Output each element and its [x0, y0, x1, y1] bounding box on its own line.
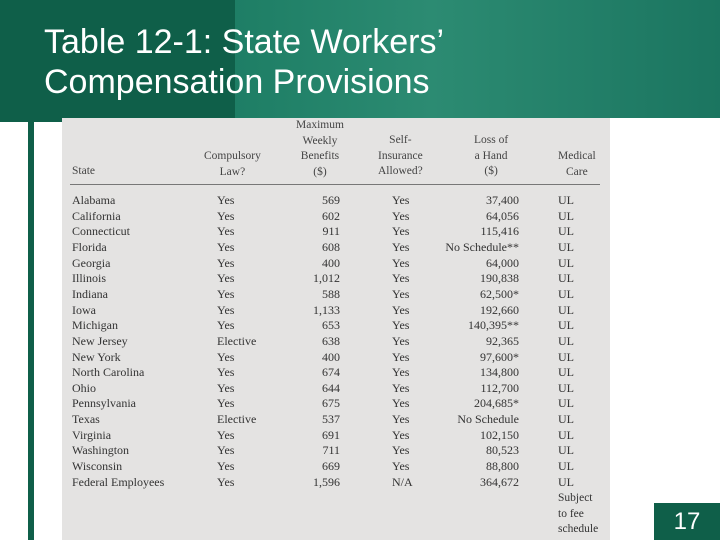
header-loss-line-3: ($) — [484, 165, 498, 177]
table-row — [62, 475, 610, 491]
cell-max-weekly-benefit: 1,133 — [313, 302, 340, 317]
cell-loss-of-hand: 192,660 — [480, 302, 519, 317]
header-self-line-2: Insurance — [378, 149, 423, 162]
table-row — [62, 350, 610, 366]
cell-self-insurance: Yes — [392, 412, 410, 427]
table-row — [62, 287, 610, 303]
cell-compulsory-law: Yes — [217, 302, 235, 317]
cell-compulsory-law: Yes — [217, 443, 235, 458]
cell-loss-of-hand: 190,838 — [480, 271, 519, 286]
table-row — [62, 381, 610, 397]
cell-compulsory-law: Yes — [217, 271, 235, 286]
cell-max-weekly-benefit: 588 — [322, 286, 340, 301]
cell-loss-of-hand: 112,700 — [480, 380, 519, 395]
cell-medical-care: UL — [558, 412, 574, 427]
cell-medical-care: UL — [558, 365, 574, 380]
cell-max-weekly-benefit: 653 — [322, 318, 340, 333]
cell-max-weekly-benefit: 602 — [322, 208, 340, 223]
cell-compulsory-law: Yes — [217, 396, 235, 411]
cell-max-weekly-benefit: 1,012 — [313, 271, 340, 286]
cell-compulsory-law: Yes — [217, 349, 235, 364]
cell-medical-care: UL — [558, 302, 574, 317]
table-row — [62, 209, 610, 225]
cell-state: New Jersey — [72, 333, 128, 348]
cell-medical-care: UL — [558, 318, 574, 333]
cell-compulsory-law: Yes — [217, 224, 235, 239]
cell-state: Indiana — [72, 286, 108, 301]
table-row — [62, 365, 610, 381]
header-self-line-3: Allowed? — [378, 165, 423, 177]
cell-self-insurance: Yes — [392, 380, 410, 395]
cell-medical-care: UL — [558, 208, 574, 223]
cell-max-weekly-benefit: 711 — [322, 443, 340, 458]
cell-state: Iowa — [72, 302, 96, 317]
header-law — [204, 149, 261, 180]
cell-medical-care: UL — [558, 193, 574, 207]
cell-max-weekly-benefit: 400 — [322, 349, 340, 364]
footnote-line-1: Subject — [558, 492, 593, 504]
cell-medical-care: UL — [558, 224, 574, 239]
table-row — [62, 396, 610, 412]
cell-medical-care: UL — [558, 239, 574, 254]
cell-max-weekly-benefit: 400 — [322, 255, 340, 270]
cell-loss-of-hand: 88,800 — [486, 459, 519, 474]
header-self-insurance — [378, 133, 423, 180]
cell-max-weekly-benefit: 691 — [322, 427, 340, 442]
cell-self-insurance: Yes — [392, 208, 410, 223]
cell-compulsory-law: Yes — [217, 459, 235, 474]
cell-medical-care: UL — [558, 286, 574, 301]
cell-max-weekly-benefit: 644 — [322, 380, 340, 395]
cell-compulsory-law: Yes — [217, 286, 235, 301]
table-row — [62, 334, 610, 350]
header-loss-line-2: a Hand — [474, 149, 508, 162]
header-benefits-line-3: Benefits — [300, 150, 340, 162]
cell-self-insurance: Yes — [392, 302, 410, 317]
page-number: 17 — [654, 503, 720, 540]
table-row — [62, 240, 610, 256]
cell-self-insurance: Yes — [392, 365, 410, 380]
cell-max-weekly-benefit: 569 — [322, 193, 340, 207]
header-law-line-1: Compulsory — [204, 150, 261, 162]
table-row — [62, 318, 610, 334]
header-divider — [70, 184, 600, 185]
cell-self-insurance: Yes — [392, 286, 410, 301]
cell-state: Ohio — [72, 380, 96, 395]
cell-compulsory-law: Elective — [217, 412, 257, 427]
cell-max-weekly-benefit: 675 — [322, 396, 340, 411]
table-row — [62, 224, 610, 240]
cell-compulsory-law: Elective — [217, 333, 257, 348]
cell-state: California — [72, 208, 121, 223]
cell-compulsory-law: Yes — [217, 474, 235, 489]
cell-medical-care: UL — [558, 255, 574, 270]
cell-medical-care: UL — [558, 396, 574, 411]
cell-state: Connecticut — [72, 224, 130, 239]
cell-self-insurance: Yes — [392, 271, 410, 286]
cell-loss-of-hand: 134,800 — [480, 365, 519, 380]
cell-loss-of-hand: 64,000 — [486, 255, 519, 270]
cell-medical-care: UL — [558, 271, 574, 286]
cell-self-insurance: Yes — [392, 349, 410, 364]
cell-loss-of-hand: 97,600* — [480, 349, 519, 364]
header-medical-line-2: Care — [565, 165, 588, 178]
cell-loss-of-hand: No Schedule — [457, 412, 519, 427]
table-row — [62, 303, 610, 319]
cell-medical-care: UL — [558, 459, 574, 474]
cell-medical-care: UL — [558, 443, 574, 458]
cell-loss-of-hand: 64,056 — [486, 208, 519, 223]
cell-self-insurance: Yes — [392, 193, 410, 207]
medical-footnote — [558, 491, 598, 538]
header-law-line-2: Law? — [219, 165, 246, 178]
slide-title — [44, 22, 444, 102]
header-medical-care — [558, 149, 596, 180]
cell-loss-of-hand: No Schedule** — [445, 239, 519, 254]
cell-self-insurance: Yes — [392, 333, 410, 348]
table-row — [62, 459, 610, 475]
header-state — [72, 164, 95, 180]
slide-side-accent-bar — [28, 122, 34, 540]
cell-state: Florida — [72, 239, 107, 254]
cell-state: Virginia — [72, 427, 112, 442]
cell-medical-care: UL — [558, 349, 574, 364]
header-loss-of-hand — [474, 133, 508, 180]
header-loss-line-1: Loss of — [474, 134, 509, 146]
cell-loss-of-hand: 204,685* — [474, 396, 519, 411]
cell-max-weekly-benefit: 669 — [322, 459, 340, 474]
cell-self-insurance: Yes — [392, 396, 410, 411]
table-row — [62, 428, 610, 444]
table-row — [62, 193, 610, 209]
header-benefits-line-1: Maximum — [296, 119, 344, 131]
cell-compulsory-law: Yes — [217, 318, 235, 333]
cell-max-weekly-benefit: 1,596 — [313, 474, 340, 489]
cell-loss-of-hand: 62,500* — [480, 286, 519, 301]
cell-compulsory-law: Yes — [217, 193, 235, 207]
header-state-line: State — [72, 165, 95, 177]
cell-medical-care: UL — [558, 474, 574, 489]
slide-title-line-2: Compensation Provisions — [44, 63, 430, 101]
cell-max-weekly-benefit: 638 — [322, 333, 340, 348]
header-self-line-1: Self- — [389, 134, 412, 146]
cell-max-weekly-benefit: 911 — [322, 224, 340, 239]
cell-medical-care: UL — [558, 333, 574, 348]
cell-state: Federal Employees — [72, 474, 165, 489]
cell-state: North Carolina — [72, 365, 145, 380]
cell-loss-of-hand: 102,150 — [480, 427, 519, 442]
cell-max-weekly-benefit: 608 — [322, 239, 340, 254]
table-row — [62, 443, 610, 459]
cell-compulsory-law: Yes — [217, 239, 235, 254]
cell-state: Illinois — [72, 271, 107, 286]
header-benefits — [296, 118, 344, 180]
cell-compulsory-law: Yes — [217, 255, 235, 270]
slide-title-line-1: Table 12-1: State Workers’ — [44, 23, 444, 61]
cell-self-insurance: Yes — [392, 427, 410, 442]
header-medical-line-1: Medical — [558, 150, 596, 162]
cell-loss-of-hand: 92,365 — [486, 333, 519, 348]
cell-compulsory-law: Yes — [217, 208, 235, 223]
cell-self-insurance: Yes — [392, 443, 410, 458]
cell-self-insurance: Yes — [392, 255, 410, 270]
cell-loss-of-hand: 37,400 — [486, 193, 519, 207]
cell-compulsory-law: Yes — [217, 380, 235, 395]
header-benefits-line-2: Weekly — [302, 134, 338, 147]
cell-state: Georgia — [72, 255, 111, 270]
cell-state: Wisconsin — [72, 459, 123, 474]
cell-loss-of-hand: 80,523 — [486, 443, 519, 458]
table-row — [62, 412, 610, 428]
cell-medical-care: UL — [558, 427, 574, 442]
cell-state: Michigan — [72, 318, 118, 333]
cell-self-insurance: Yes — [392, 459, 410, 474]
footnote-line-3: schedule — [558, 523, 599, 535]
table-row — [62, 256, 610, 272]
cell-state: Texas — [72, 412, 100, 427]
cell-loss-of-hand: 140,395** — [468, 318, 519, 333]
cell-medical-care: UL — [558, 380, 574, 395]
table-row — [62, 271, 610, 287]
cell-state: Alabama — [72, 193, 116, 207]
cell-self-insurance: Yes — [392, 224, 410, 239]
cell-max-weekly-benefit: 674 — [322, 365, 340, 380]
cell-compulsory-law: Yes — [217, 365, 235, 380]
cell-compulsory-law: Yes — [217, 427, 235, 442]
cell-state: New York — [72, 349, 121, 364]
cell-self-insurance: Yes — [392, 239, 410, 254]
footnote-line-2: to fee — [558, 507, 584, 520]
cell-loss-of-hand: 364,672 — [480, 474, 519, 489]
cell-loss-of-hand: 115,416 — [480, 224, 519, 239]
cell-max-weekly-benefit: 537 — [322, 412, 340, 427]
cell-self-insurance: Yes — [392, 318, 410, 333]
cell-state: Pennsylvania — [72, 396, 136, 411]
header-benefits-line-4: ($) — [313, 165, 327, 178]
cell-state: Washington — [72, 443, 130, 458]
cell-self-insurance: N/A — [392, 474, 413, 489]
